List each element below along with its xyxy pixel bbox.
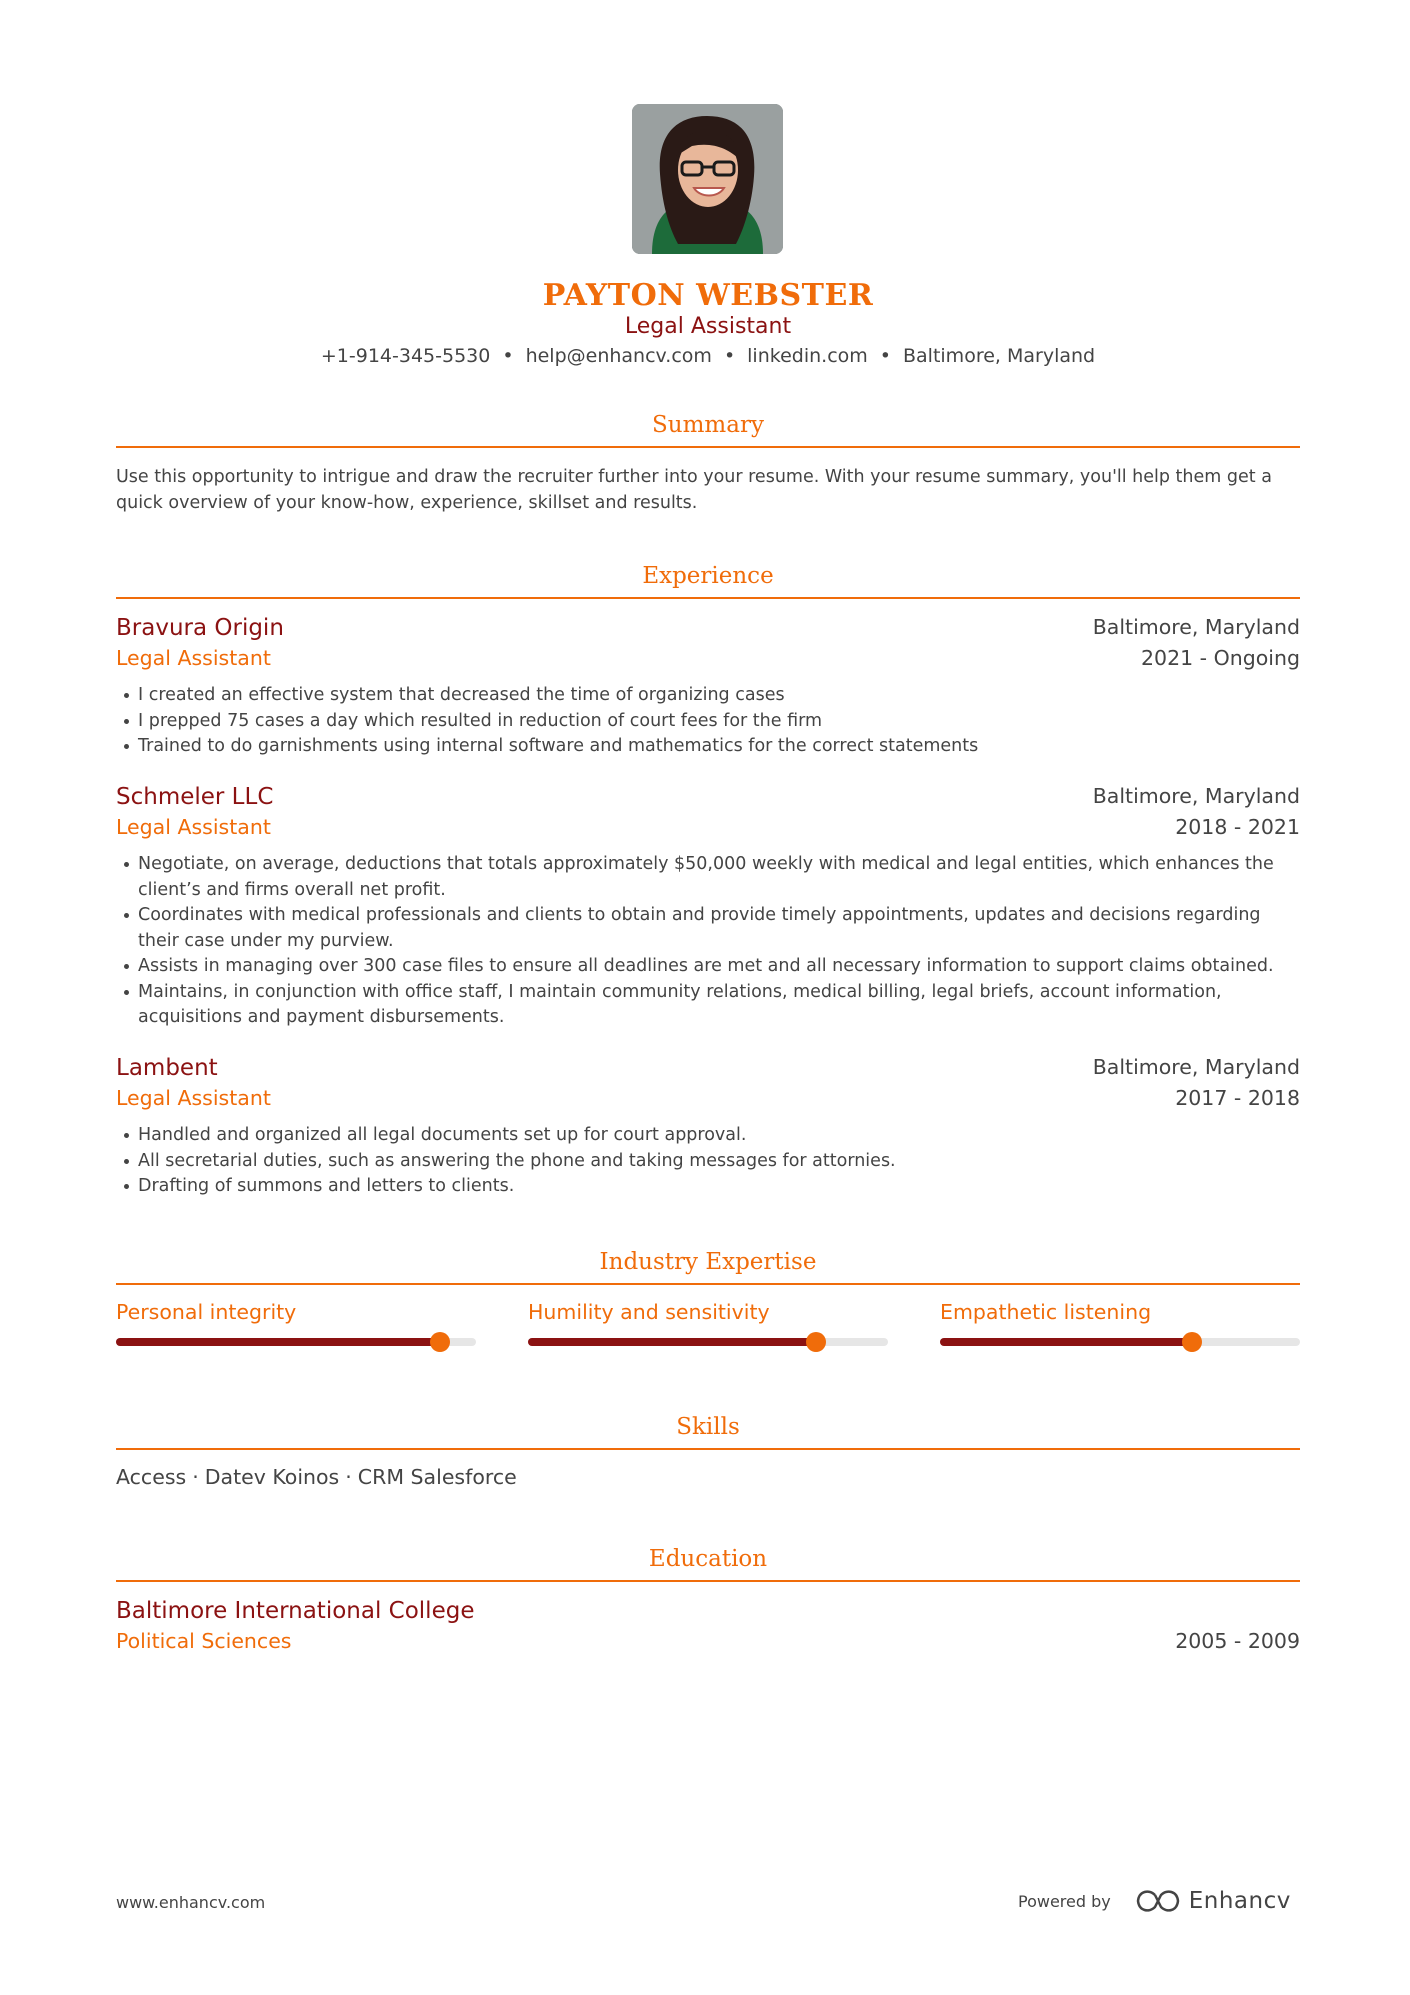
list-item: Maintains, in conjunction with office staff, I maintain community relations, medical billing, legal briefs, account information, acquisitions and payment disbursements. — [116, 980, 1300, 1031]
section-heading-skills: Skills — [116, 1414, 1300, 1450]
list-item: I prepped 75 cases a day which resulted in reduction of court fees for the firm — [116, 709, 1300, 735]
skill-separator: · — [192, 1465, 199, 1489]
skill-item: CRM Salesforce — [357, 1465, 517, 1489]
section-heading-education: Education — [116, 1546, 1300, 1582]
job-dates: 2018 - 2021 — [1175, 815, 1300, 839]
footer-website[interactable]: www.enhancv.com — [116, 1893, 266, 1912]
expertise-label: Humility and sensitivity — [528, 1300, 770, 1324]
company-name: Bravura Origin — [116, 615, 284, 641]
education-dates: 2005 - 2009 — [1175, 1629, 1300, 1653]
expertise-label: Empathetic listening — [940, 1300, 1152, 1324]
expertise-bar — [528, 1338, 888, 1346]
job-entry — [116, 784, 1300, 1031]
list-item: Handled and organized all legal documents set up for court approval. — [116, 1123, 1300, 1149]
expertise-bar-knob — [430, 1332, 450, 1352]
field-of-study: Political Sciences — [116, 1629, 292, 1653]
skill-item: Datev Koinos — [204, 1465, 340, 1489]
job-bullets — [116, 852, 1300, 1031]
job-bullets — [116, 683, 1300, 760]
expertise-item — [940, 1300, 1300, 1346]
job-location: Baltimore, Maryland — [1092, 1055, 1300, 1079]
school-name: Baltimore International College — [116, 1598, 475, 1624]
expertise-bar — [116, 1338, 476, 1346]
list-item: Assists in managing over 300 case files to ensure all deadlines are met and all necessary information to support claims obtained. — [116, 954, 1300, 980]
powered-by-label: Powered by — [1018, 1891, 1111, 1911]
job-role: Legal Assistant — [116, 1086, 271, 1110]
job-bullets — [116, 1123, 1300, 1200]
job-entry — [116, 1055, 1300, 1200]
expertise-item — [116, 1300, 476, 1346]
expertise-bar-fill — [528, 1338, 816, 1346]
email[interactable]: help@enhancv.com — [525, 345, 712, 367]
expertise-bar-knob — [1182, 1332, 1202, 1352]
separator-dot: • — [879, 345, 891, 367]
footer-branding — [1018, 1885, 1291, 1917]
phone: +1-914-345-5530 — [320, 345, 491, 367]
candidate-name: PAYTON WEBSTER — [542, 278, 874, 313]
job-dates: 2021 - Ongoing — [1141, 646, 1300, 670]
separator-dot: • — [723, 345, 736, 367]
company-name: Lambent — [116, 1055, 218, 1081]
skill-separator: · — [345, 1465, 352, 1489]
company-name: Schmeler LLC — [116, 784, 274, 810]
job-role: Legal Assistant — [116, 815, 271, 839]
linkedin[interactable]: linkedin.com — [747, 345, 868, 367]
list-item: Drafting of summons and letters to clients. — [116, 1174, 1300, 1200]
expertise-bar-fill — [940, 1338, 1192, 1346]
enhancv-logo-icon — [1135, 1889, 1181, 1913]
education-entry — [116, 1598, 1300, 1660]
summary-text: Use this opportunity to intrigue and draw the recruiter further into your resume. With your resume summary, you'll help them get a quick overview of your know-how, experience, skillset and results. — [116, 467, 1272, 513]
job-location: Baltimore, Maryland — [1092, 784, 1300, 808]
skills-list — [116, 1465, 517, 1489]
section-heading-summary: Summary — [116, 412, 1300, 448]
list-item: Coordinates with medical professionals and clients to obtain and provide timely appointments, updates and decisions regarding their case under my purview. — [116, 903, 1300, 954]
job-role: Legal Assistant — [116, 646, 271, 670]
job-location: Baltimore, Maryland — [1092, 615, 1300, 639]
expertise-bar-fill — [116, 1338, 440, 1346]
section-heading-expertise: Industry Expertise — [116, 1249, 1300, 1285]
job-entry — [116, 615, 1300, 760]
avatar — [632, 104, 783, 254]
list-item: Trained to do garnishments using internal software and mathematics for the correct statements — [116, 734, 1300, 760]
brand-name: Enhancv — [1188, 1888, 1291, 1914]
candidate-title: Legal Assistant — [624, 314, 792, 339]
contact-line — [116, 345, 1300, 367]
separator-dot: • — [502, 345, 514, 367]
profile-photo — [632, 104, 783, 254]
list-item: I created an effective system that decreased the time of organizing cases — [116, 683, 1300, 709]
list-item: All secretarial duties, such as answering the phone and taking messages for attornies. — [116, 1149, 1300, 1175]
location: Baltimore, Maryland — [903, 345, 1096, 367]
job-dates: 2017 - 2018 — [1175, 1086, 1300, 1110]
section-heading-experience: Experience — [116, 563, 1300, 599]
expertise-bar — [940, 1338, 1300, 1346]
list-item: Negotiate, on average, deductions that totals approximately $50,000 weekly with medical and legal entities, which enhances the client’s and firms overall net profit. — [116, 852, 1300, 903]
expertise-label: Personal integrity — [116, 1300, 297, 1324]
skill-item: Access — [116, 1465, 187, 1489]
expertise-bar-knob — [806, 1332, 826, 1352]
expertise-item — [528, 1300, 888, 1346]
